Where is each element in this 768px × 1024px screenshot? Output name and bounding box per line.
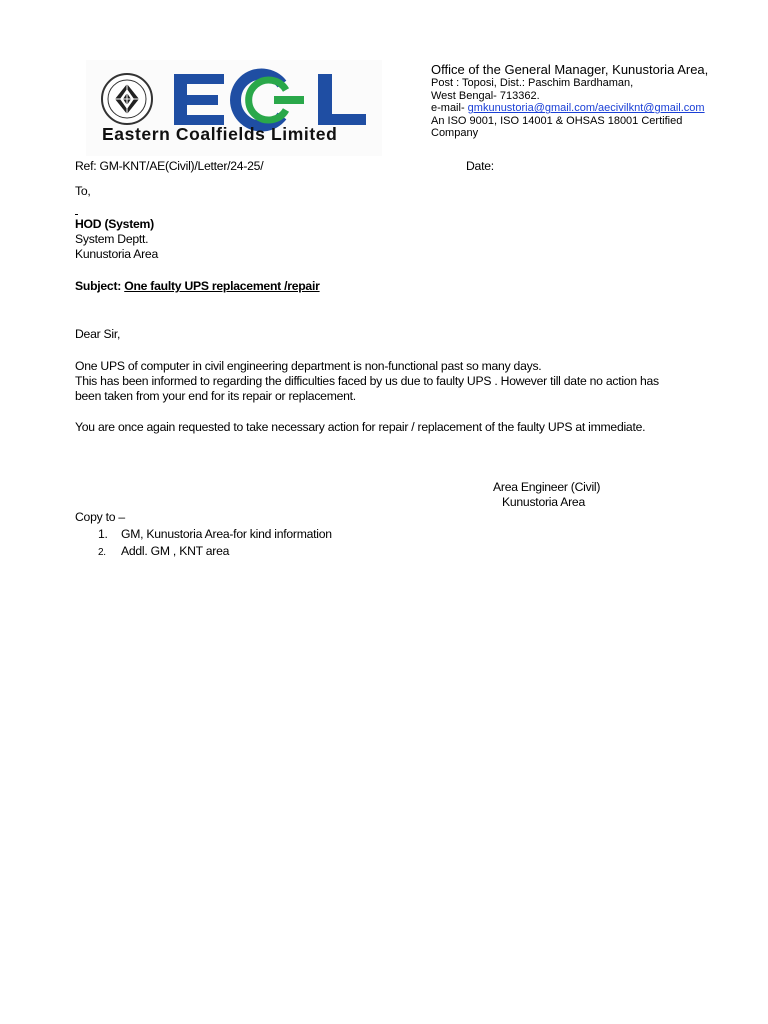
list-text: Addl. GM , KNT area xyxy=(121,544,230,558)
para2: You are once again requested to take necessary action for repair / replacement of the faulty UPS at immediate. xyxy=(75,420,646,434)
iso-line-2: Company xyxy=(431,127,479,140)
salutation: Dear Sir, xyxy=(75,327,121,341)
subject-text: One faulty UPS replacement /repair xyxy=(124,279,320,293)
list-number: 1. xyxy=(98,527,108,541)
email-label: e-mail- xyxy=(431,102,468,115)
copy-to-label: Copy to – xyxy=(75,510,125,524)
para1-line2: This has been informed to regarding the difficulties faced by us due to faulty UPS . However till date no action has xyxy=(75,374,659,388)
recipient-dept: System Deptt. xyxy=(75,232,149,246)
underscore-mark xyxy=(75,214,78,215)
para1-line3: been taken from your end for its repair or replacement. xyxy=(75,389,356,403)
office-title: Office of the General Manager, Kunustoria Area, xyxy=(431,62,709,77)
to-label: To, xyxy=(75,184,91,198)
subject-line xyxy=(75,279,320,294)
date-label: Date: xyxy=(466,159,494,173)
email-link[interactable]: gmkunustoria@gmail.com/aecivilknt@gmail.com xyxy=(467,102,705,115)
para1-line1: One UPS of computer in civil engineering department is non-functional past so many days. xyxy=(75,359,542,373)
list-text: GM, Kunustoria Area-for kind information xyxy=(121,527,332,541)
recipient-area: Kunustoria Area xyxy=(75,247,158,261)
company-name: Eastern Coalfields Limited xyxy=(102,124,338,144)
iso-line-1: An ISO 9001, ISO 14001 & OHSAS 18001 Certified xyxy=(431,114,683,127)
office-state: West Bengal- 713362. xyxy=(431,89,540,102)
reference-number: Ref: GM-KNT/AE(Civil)/Letter/24-25/ xyxy=(75,159,264,173)
ecl-logo xyxy=(86,60,382,156)
subject-label: Subject: xyxy=(75,279,122,293)
recipient-title: HOD (System) xyxy=(75,217,154,231)
signatory-title: Area Engineer (Civil) xyxy=(493,480,601,494)
office-email xyxy=(431,102,731,115)
signatory-area: Kunustoria Area xyxy=(502,495,585,509)
office-post: Post : Toposi, Dist.: Paschim Bardhaman, xyxy=(431,77,634,89)
office-address-block xyxy=(431,62,731,140)
list-number: 2. xyxy=(98,547,106,558)
